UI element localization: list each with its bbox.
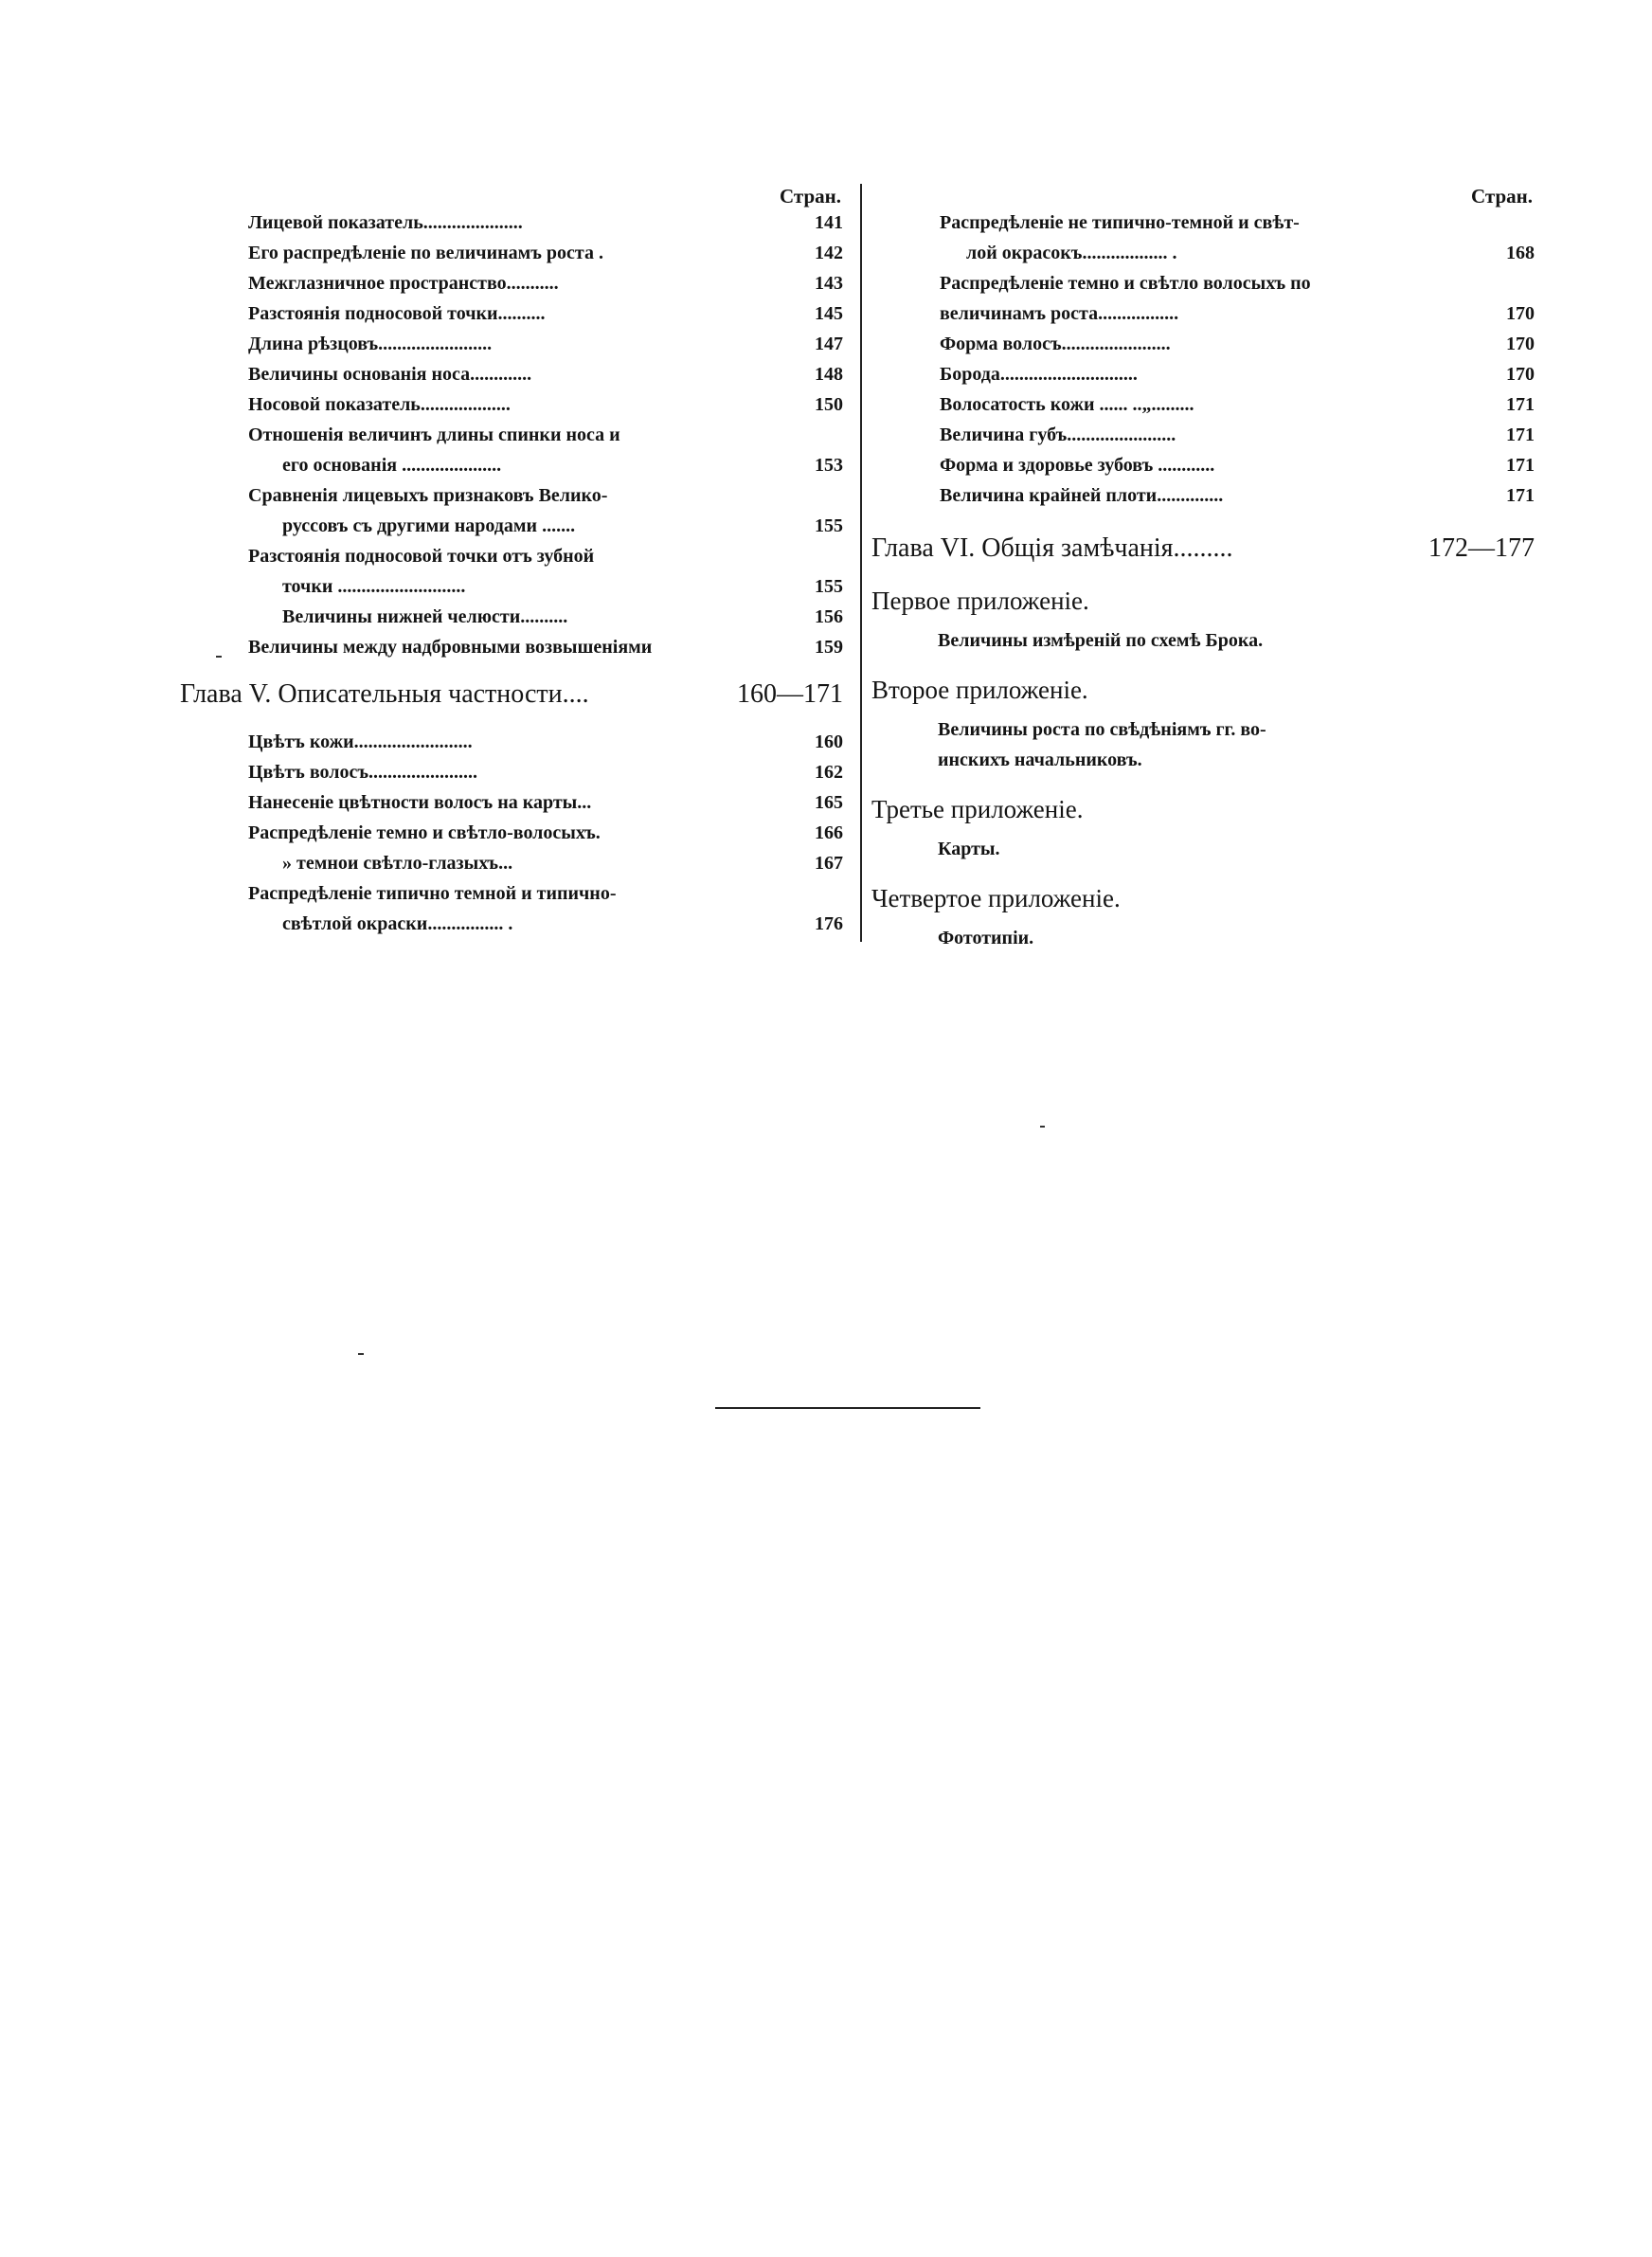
toc-entry (180, 455, 843, 485)
toc-entry-page: 145 (815, 303, 843, 324)
toc-entry-page: 162 (815, 762, 843, 783)
chapter-5-row (180, 667, 843, 722)
toc-entry-text: Распредѣленіе темно и свѣтло-волосыхъ. (248, 822, 601, 843)
column-divider (860, 184, 862, 942)
chapter-5-title: Глава V. Описательныя частности.... (180, 679, 589, 709)
toc-entry-page: 168 (1506, 243, 1535, 263)
toc-entry-page: 171 (1506, 424, 1535, 445)
toc-entry (871, 212, 1535, 243)
toc-entry (871, 455, 1535, 485)
toc-entry-text: Распредѣленіе типично темной и типично- (248, 883, 617, 904)
toc-entry (871, 424, 1535, 455)
toc-entry (871, 364, 1535, 394)
chapter-6-title: Глава VI. Общія замѣчанія......... (871, 533, 1233, 563)
toc-entry (180, 273, 843, 303)
toc-entry (180, 515, 843, 546)
toc-entry-text: Величина крайней плоти.............. (940, 485, 1224, 506)
toc-entry (180, 546, 843, 576)
toc-entry-text: Величина губъ....................... (940, 424, 1176, 445)
chapter-6-row (871, 521, 1535, 576)
toc-entry-text: Величины основанія носа............. (248, 364, 532, 385)
toc-entry (871, 243, 1535, 273)
toc-entry (180, 637, 843, 667)
toc-entry (180, 792, 843, 822)
toc-entry-page: 153 (815, 455, 843, 476)
toc-entry (180, 883, 843, 913)
toc-entry (180, 394, 843, 424)
left-page-header: Стран. (780, 185, 841, 208)
appendix-title: Второе приложеніе. (871, 676, 1088, 704)
toc-entry (180, 364, 843, 394)
toc-entry-text: Борода............................. (940, 364, 1138, 385)
toc-entry (180, 424, 843, 455)
appendices (871, 576, 1535, 953)
chapter-5-pages: 160—171 (737, 679, 843, 709)
toc-entry-text: Волосатость кожи ...... ..„......... (940, 394, 1194, 415)
toc-entry-page: 165 (815, 792, 843, 813)
toc-entry-page: 167 (815, 853, 843, 874)
toc-entry (180, 731, 843, 762)
toc-entry-text: Распредѣленіе темно и свѣтло волосыхъ по (940, 273, 1311, 294)
toc-entry-page: 166 (815, 822, 843, 843)
toc-entry-page: 159 (815, 637, 843, 658)
toc-entry (871, 394, 1535, 424)
toc-entry-page: 160 (815, 731, 843, 752)
toc-entry-text: Длина рѣзцовъ........................ (248, 334, 493, 354)
chapter-6-pages: 172—177 (1428, 533, 1535, 563)
appendix-line: Величины роста по свѣдѣніямъ гг. во- (938, 719, 1266, 740)
toc-entry-text: Форма волосъ....................... (940, 334, 1171, 354)
toc-entry-page: 150 (815, 394, 843, 415)
toc-entry-text: величинамъ роста................. (940, 303, 1179, 324)
toc-entry-page: 142 (815, 243, 843, 263)
toc-entry-page: 170 (1506, 364, 1535, 385)
toc-entry-text: лой окрасокъ.................. . (966, 243, 1177, 263)
toc-entry (180, 822, 843, 853)
toc-entry-page: 170 (1506, 303, 1535, 324)
toc-entry-text: Величины между надбровными возвышеніями (248, 637, 653, 658)
toc-entry-text: Носовой показатель................... (248, 394, 511, 415)
toc-entry (180, 853, 843, 883)
toc-entry-page: 141 (815, 212, 843, 233)
toc-entry-page: 148 (815, 364, 843, 385)
left-entries-chapter-5 (180, 731, 843, 944)
toc-entry (180, 606, 843, 637)
toc-entry (871, 273, 1535, 303)
toc-entry-text: Отношенія величинъ длины спинки носа и (248, 424, 620, 445)
toc-entry-page: 171 (1506, 394, 1535, 415)
appendix-line: Величины измѣреній по схемѣ Брока. (938, 630, 1264, 651)
right-column (871, 180, 1535, 963)
right-entries (871, 212, 1535, 515)
toc-entry-text: руссовъ съ другими народами ....... (282, 515, 576, 536)
toc-entry-page: 155 (815, 515, 843, 536)
toc-entry-page: 171 (1506, 455, 1535, 476)
appendix-title: Третье приложеніе. (871, 795, 1084, 823)
appendix-title: Четвертое приложеніе. (871, 884, 1121, 912)
toc-entry-text: Форма и здоровье зубовъ ............ (940, 455, 1215, 476)
toc-entry (180, 212, 843, 243)
toc-entry (871, 303, 1535, 334)
appendix-line: инскихъ начальниковъ. (938, 749, 1142, 770)
toc-entry-text: Цвѣтъ волосъ....................... (248, 762, 478, 783)
toc-entry-text: Величины нижней челюсти.......... (282, 606, 568, 627)
speck (216, 656, 222, 658)
toc-entry-text: Лицевой показатель..................... (248, 212, 523, 233)
toc-entry-text: Разстоянія подносовой точки.......... (248, 303, 546, 324)
toc-entry-page: 170 (1506, 334, 1535, 354)
toc-entry-page: 155 (815, 576, 843, 597)
toc-entry-text: свѣтлой окраски................ . (282, 913, 513, 934)
toc-entry (180, 485, 843, 515)
toc-entry-text: Межглазничное пространство........... (248, 273, 559, 294)
speck (358, 1353, 364, 1355)
toc-entry-page: 156 (815, 606, 843, 627)
toc-entry (180, 576, 843, 606)
toc-entry-text: Разстоянія подносовой точки отъ зубной (248, 546, 595, 567)
toc-entry (180, 334, 843, 364)
appendix-title: Первое приложеніе. (871, 587, 1089, 615)
toc-entry (180, 762, 843, 792)
toc-entry-page: 143 (815, 273, 843, 294)
appendix-line: Фототипіи. (938, 928, 1034, 948)
toc-entry (180, 243, 843, 273)
appendix-line: Карты. (938, 839, 1000, 859)
toc-entry-text: Сравненія лицевыхъ признаковъ Велико- (248, 485, 608, 506)
left-entries (180, 212, 843, 667)
left-column (180, 180, 843, 944)
toc-entry (180, 913, 843, 944)
toc-entry-page: 176 (815, 913, 843, 934)
toc-entry-text: его основанія ..................... (282, 455, 502, 476)
toc-entry-text: Распредѣленіе не типично-темной и свѣт- (940, 212, 1300, 233)
toc-entry-page: 147 (815, 334, 843, 354)
toc-entry-page: 171 (1506, 485, 1535, 506)
toc-entry (180, 303, 843, 334)
toc-entry-text: » темнои свѣтло-глазыхъ... (282, 853, 513, 874)
speck (1040, 1126, 1045, 1128)
right-page-header: Стран. (1471, 185, 1533, 208)
toc-entry-text: Нанесеніе цвѣтности волосъ на карты... (248, 792, 592, 813)
bottom-rule (715, 1407, 980, 1409)
toc-entry-text: Цвѣтъ кожи......................... (248, 731, 473, 752)
toc-entry-text: точки ........................... (282, 576, 466, 597)
toc-entry (871, 334, 1535, 364)
toc-entry-text: Его распредѣленіе по величинамъ роста . (248, 243, 603, 263)
toc-entry (871, 485, 1535, 515)
